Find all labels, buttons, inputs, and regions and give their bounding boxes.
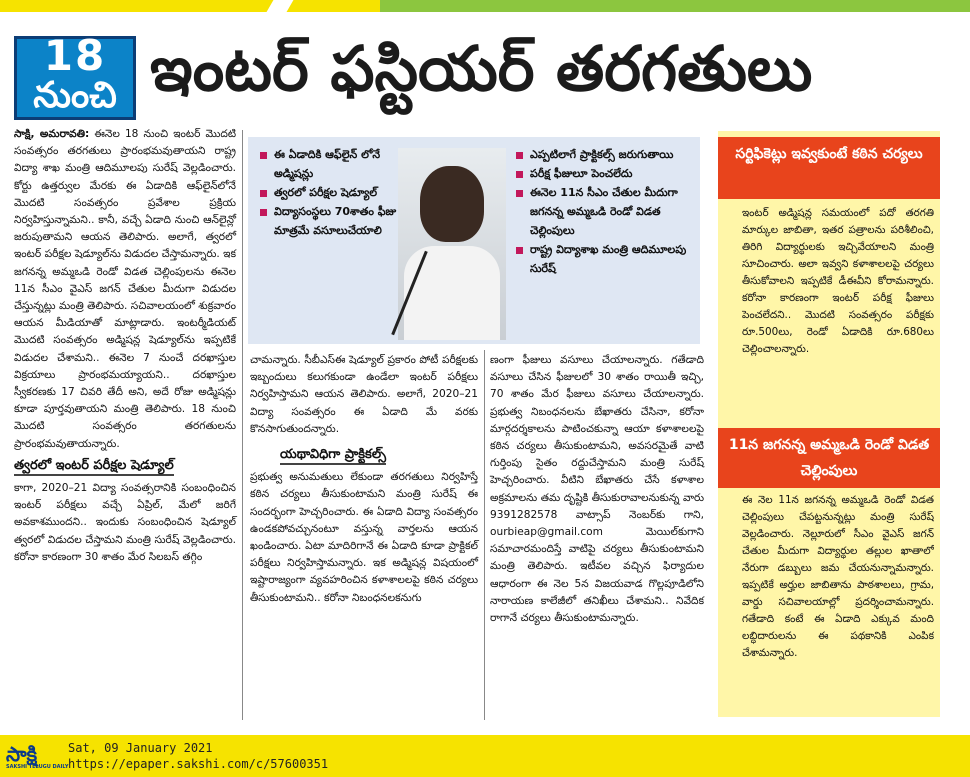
- minister-photo: [398, 148, 506, 340]
- article-column-3: [490, 352, 704, 627]
- column-1-paragraph-1: ఈనెల 18 నుంచి ఇంటర్ మొదటి సంవత్సరం తరగతులు ప్రారంభమవుతాయని రాష్ట్ర విద్యా శాఖ మంత్రి ఆదిమూలపు సురేష్ వెల్లడించారు. కోర్టు ఉత్తర్వుల మేరకు ఈ ఏడాదికి ఆఫ్‌లైన్‌లోనే మొదటి సంవత్సరం ప్రవేశాల ప్రక్రియ నిర్వహిస్తున్నామని.. కానీ, వచ్చే ఏడాది నుంచి ఆన్‌లైన్లో జరుపుతామని ఆయన తెలిపారు. అలాగే, త్వరలో ఇంటర్ పరీక్షల షెడ్యూల్‌ను విడుదల చేస్తామన్నారు. ఇక జగనన్న అమ్మఒడి రెండో విడత చెల్లింపులను ఈనెల 11న సీఎం వైఎస్ జగన్ చేతుల మీదుగా విడుదల చేస్తున్నట్లు మంత్రి తెలిపారు. సచివాలయంలో శుక్రవారం ఆయన మీడియాతో మాట్లాడారు. ఇంటర్మీడియట్ మొదటి సంవత్సరం అడ్మిషన్ల షెడ్యూల్‌ను ఇప్పటికే విడుదల చేశామని.. ఈనెల 7 నుంచే దరఖాస్తుల విక్రయాలు ప్రారంభమయ్యాయని.. దరఖాస్తుల స్వీకరణకు 17 చివరి తేదీ అని, అదే రోజు అడ్మిషన్లు కూడా పూర్తవుతాయని మంత్రి తెలిపారు. 18 నుంచి మొదటి సంవత్సరం తరగతులను ప్రారంభమవుతాయన్నారు.: [14, 128, 236, 450]
- date-word: నుంచి: [33, 75, 117, 116]
- sidebar-box-2-text: ఈ నెల 11న జగనన్న అమ్మఒడి రెండో విడత చెల్లింపులు చేపట్టనున్నట్లు మంత్రి సురేష్ వెల్లడించారు. నెల్లూరులో సీఎం వైఎస్ జగన్ చేతుల మీదుగా విద్యార్థుల తల్లుల ఖాతాలో నేరుగా డబ్బులు జమ చేయనున్నామన్నారు. ఇప్పటికే అర్హుల జాబితాను పాఠశాలలు, గ్రామ, వార్డు సచివాలయాల్లో ప్రదర్శించామన్నారు. గతేడాది కంటే ఈ ఏడాది ఎక్కువ మంది లబ్ధిదారులను ఈ పథకానికి ఎంపిక చేశామన్నారు.: [742, 494, 934, 659]
- article-column-2: [250, 352, 478, 607]
- highlight-item: ఈనెల 11న సీఎం చేతుల మీదుగా జగనన్న అమ్మఒడి రెండో విడత చెల్లింపులు: [516, 183, 694, 240]
- column-divider: [484, 350, 485, 720]
- highlight-item: ఈ ఏడాదికి ఆఫ్‌లైన్ లోనే అడ్మిషన్లు: [260, 145, 398, 183]
- subhead-practicals: యథావిధిగా ప్రాక్టికల్స్: [280, 446, 386, 465]
- article-column-1: [14, 126, 236, 566]
- logo-subtext: SAKSHI TELUGU DAILY: [6, 764, 69, 770]
- column-divider: [242, 130, 243, 720]
- highlights-left-list: [260, 145, 398, 240]
- highlights-right-list: [516, 145, 694, 278]
- highlight-item: త్వరలో పరీక్షల షెడ్యూల్: [260, 183, 398, 202]
- date-number: 18: [43, 31, 107, 80]
- epaper-url[interactable]: https://epaper.sakshi.com/c/57600351: [68, 757, 329, 771]
- dateline: సాక్షి, అమరావతి:: [14, 128, 90, 140]
- column-1-paragraph-2: కాగా, 2020–21 విద్యా సంవత్సరానికి సంబంధించిన ఇంటర్ పరీక్షలు వచ్చే ఏప్రిల్, మేలో జరిగే అవకాశముందని.. ఇందుకు సంబంధించిన షెడ్యూల్ త్వరలో విడుదల చేస్తామని మంత్రి సురేష్ వెల్లడించారు. కరోనా కారణంగా 30 శాతం మేర సిలబస్ తగ్గిం: [14, 482, 236, 563]
- highlight-item: రాష్ట్ర విద్యాశాఖ మంత్రి ఆదిమూలపు సురేష్: [516, 240, 694, 278]
- headline: ఇంటర్ ఫస్టియర్ తరగతులు: [150, 32, 813, 105]
- logo-text: సాక్షి: [6, 742, 38, 766]
- top-color-stripe: [0, 0, 970, 12]
- sidebar-box-1-text: ఇంటర్ అడ్మిషన్ల సమయంలో పదో తరగతి మార్కుల జాబితా, ఇతర పత్రాలను పరిశీలించి, తిరిగి విద్యార్థులకు ఇచ్చివేయాలని మంత్రి సూచించారు. అలా ఇవ్వని కళాశాలలపై చర్యలు తీసుకోవాలని ఇప్పటికే డీఈవీని కోరామన్నారు. కరోనా కారణంగా ఇంటర్ పరీక్ష ఫీజులు పెంచలేదని.. మొదటి సంవత్సరం పరీక్షకు రూ.500లు, రెండో ఏడాదికి రూ.680లు చెల్లించాలన్నారు.: [742, 207, 934, 355]
- subhead-exam-schedule: త్వరలో ఇంటర్ పరీక్షల షెడ్యూల్: [14, 457, 174, 476]
- column-2-paragraph-1: చామన్నారు. సీబీఎస్ఈ షెడ్యూల్ ప్రకారం పోటీ పరీక్షలకు ఇబ్బందులు కలుగకుండా ఉండేలా ఇంటర్ పరీక్షలు నిర్వహిస్తామని ఆయన తెలిపారు. అలాగే, 2020–21 విద్యా సంవత్సరం ఈ ఏడాది మే వరకు కొనసాగుతుందన్నారు.: [250, 354, 478, 435]
- highlight-item: విద్యాసంస్థలు 70శాతం ఫీజు మాత్రమే వసూలుచేయాలి: [260, 202, 398, 240]
- sakshi-logo[interactable]: [6, 742, 69, 772]
- sidebar-box-2-title: 11న జగనన్న అమ్మఒడి రెండో విడత చెల్లింపులు: [718, 428, 940, 488]
- highlight-item: పరీక్ష ఫీజులూ పెంచలేదు: [516, 164, 694, 183]
- highlight-item: ఎప్పటిలాగే ప్రాక్టికల్స్ జరుగుతాయి: [516, 145, 694, 164]
- sidebar-box-1-title: సర్టిఫికెట్లు ఇవ్వకుంటే కఠిన చర్యలు: [718, 137, 940, 199]
- date-badge: [14, 31, 136, 120]
- edition-date: Sat, 09 January 2021: [68, 741, 213, 755]
- column-3-paragraph-1: ణంగా ఫీజులు వసూలు చేయాలన్నారు. గతేడాది వసూలు చేసిన ఫీజులలో 30 శాతం రాయితీ ఇచ్చి, 70 శాతం మేర ఫీజులు వసూలు చేయాలన్నారు. ప్రభుత్వ నిబంధనలను బేఖాతరు చేసినా, కరోనా మార్గదర్శకాలను పాటించకున్నా ఆయా కళాశాలలపై కఠిన చర్యలు తీసుకుంటామని, అవసరమైతే వాటి గుర్తింపు సైతం రద్దుచేస్తామని మంత్రి సురేష్ హెచ్చరించారు. వీటిని బేఖాతరు చేసే కళాశాల అక్రమాలను తమ దృష్టికి తీసుకురావాలనుకున్న వారు 9391282578 వాట్సాప్ నెంబర్‌కు గాని, ourbieap@gmail.com మెయిల్‌కుగాని సమాచారమందిస్తే వాటిపై చర్యలు తీసుకుంటామని మంత్రి తెలిపారు. ఇటీవల వచ్చిన ఫిర్యాదుల ఆధారంగా ఈ నెల 5న విజయవాడ గొల్లపూడిలోని నారాయణ కాలేజీలో తనిఖీలు చేశామని.. నివేదిక రాగానే చర్యలు తీసుకుంటామన్నారు.: [490, 354, 704, 625]
- column-2-paragraph-2: ప్రభుత్వ అనుమతులు లేకుండా తరగతులు నిర్వహిస్తే కఠిన చర్యలు తీసుకుంటామని మంత్రి సురేష్ ఈ సందర్భంగా హెచ్చరించారు. ఈ ఏడాది విద్యా సంవత్సరం ఉండకపోవచ్చునంటూ వస్తున్న వార్తలను ఆయన ఖండించారు. ఏటా మాదిరిగానే ఈ ఏడాది కూడా ప్రాక్టికల్ పరీక్షలు నిర్వహిస్తామన్నారు. ఇక అడ్మిషన్ల విషయంలో ఇష్టారాజ్యంగా వ్యవహరించిన కళాశాలలపై కఠిన చర్యలు తీసుకుంటామని.. కరోనా నిబంధనలకనుగు: [250, 471, 478, 604]
- footer-info: [68, 740, 328, 772]
